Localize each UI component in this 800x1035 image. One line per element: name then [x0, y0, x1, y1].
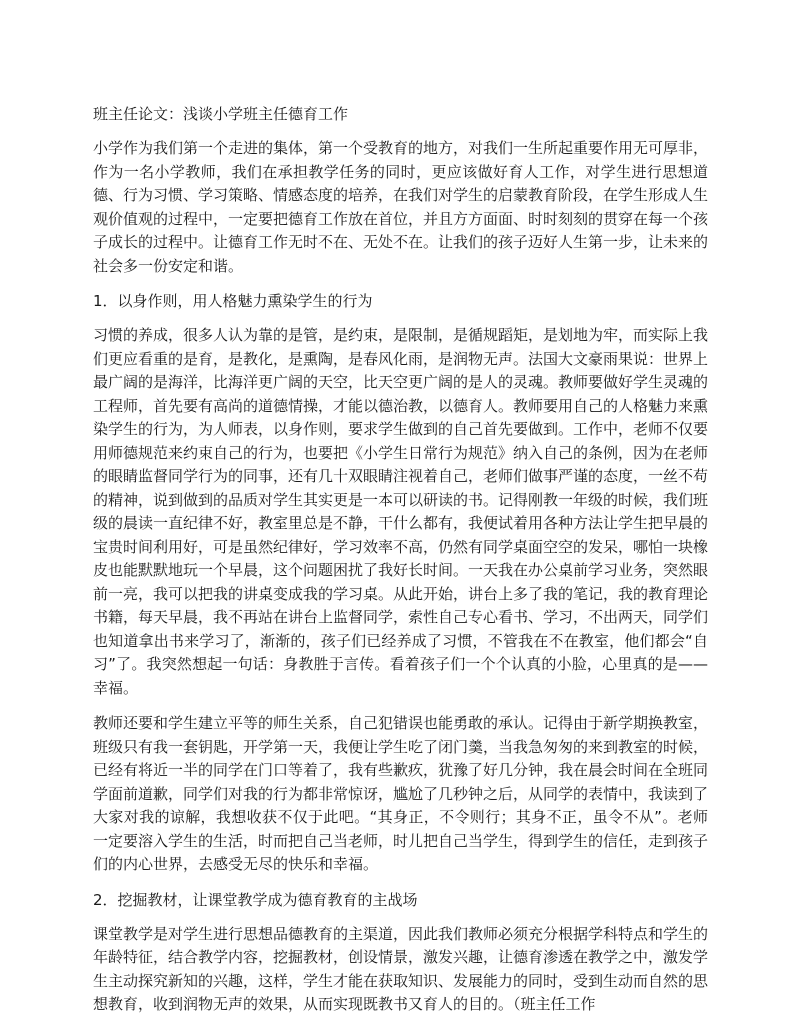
intro-paragraph: 小学作为我们第一个走进的集体，第一个受教育的地方，对我们一生所起重要作用无可厚非，作为一名小学教师，我们在承担教学任务的同时，更应该做好育人工作，对学生进行思想道德、行为习惯、学习策略、情感态度的培养，在我们对学生的启蒙教育阶段，在学生形成人生观价值观的过程中，一定要把德育工作放在首位，并且方方面面、时时刻刻的贯穿在每一个孩子成长的过程中。让德育工作无时不在、无处不在。让我们的孩子迈好人生第一步，让未来的社会多一份安定和谐。	[93, 139, 709, 275]
section-1-paragraph-2: 教师还要和学生建立平等的师生关系，自己犯错误也能勇敢的承认。记得由于新学期换教室，班级只有我一套钥匙，开学第一天，我便让学生吃了闭门羹，当我急匆匆的来到教室的时候，已经有将近一半的同学在门口等着了，我有些歉疚，犹豫了好几分钟，我在晨会时间在全班同学面前道歉，同学们对我的行为都非常惊讶，尴尬了几秒钟之后，从同学的表情中，我读到了大家对我的谅解，我想收获不仅于此吧。“其身正，不令则行；其身不正，虽令不从”。老师一定要溶入学生的生活，时而把自己当老师，时儿把自己当学生，得到学生的信任，走到孩子们的内心世界，去感受无尽的快乐和幸福。	[93, 714, 709, 873]
section-1-paragraph-1: 习惯的养成，很多人认为靠的是管，是约束，是限制，是循规蹈矩，是划地为牢，而实际上我们更应看重的是育，是教化，是熏陶，是春风化雨，是润物无声。法国大文豪雨果说：世界上最广阔的是海洋，比海洋更广阔的天空，比天空更广阔的是人的灵魂。教师要做好学生灵魂的工程师，首先要有高尚的道德情操，才能以德治教，以德育人。教师要用自己的人格魅力来熏染学生的行为，为人师表，以身作则，要求学生做到的自己首先要做到。工作中，老师不仅要用师德规范来约束自己的行为，也要把《小学生日常行为规范》纳入自己的条例，因为在老师的眼睛监督同学行为的同事，还有几十双眼睛注视着自己，老师们做事严谨的态度，一丝不苟的精神，说到做到的品质对学生其实更是一本可以研读的书。记得刚教一年级的时候，我们班级的晨读一直纪律不好，教室里总是不静，干什么都有，我便试着用各种方法让学生把早晨的宝贵时间利用好，可是虽然纪律好，学习效率不高，仍然有同学桌面空空的发呆，哪怕一块橡皮也能默默地玩一个早晨，这个问题困扰了我好长时间。一天我在办公桌前学习业务，突然眼前一亮，我可以把我的讲桌变成我的学习桌。从此开始，讲台上多了我的笔记，我的教育理论书籍，每天早晨，我不再站在讲台上监督同学，索性自己专心看书、学习，不出两天，同学们也知道拿出书来学习了，渐渐的，孩子们已经养成了习惯，不管我在不在教室，他们都会“自习”了。我突然想起一句话：身教胜于言传。看着孩子们一个个认真的小脸，心里真的是——幸福。	[93, 326, 709, 697]
document-title: 班主任论文：浅谈小学班主任德育工作	[93, 105, 349, 123]
section-2-paragraph-1: 课堂教学是对学生进行思想品德教育的主渠道，因此我们教师必须充分根据学科特点和学生的年龄特征，结合教学内容，挖掘教材，创设情景，激发兴趣，让德育渗透在教学之中，激发学生主动探究新知的兴趣，这样，学生才能在获取知识、发展能力的同时，受到生动而自然的思想教育，收到润物无声的效果，从而实现既教书又育人的目的。（班主任工作	[93, 924, 709, 1013]
section-2-heading: 2．挖掘教材，让课堂教学成为德育教育的主战场	[93, 890, 418, 909]
section-1-heading: 1．以身作则，用人格魅力熏染学生的行为	[93, 292, 373, 310]
